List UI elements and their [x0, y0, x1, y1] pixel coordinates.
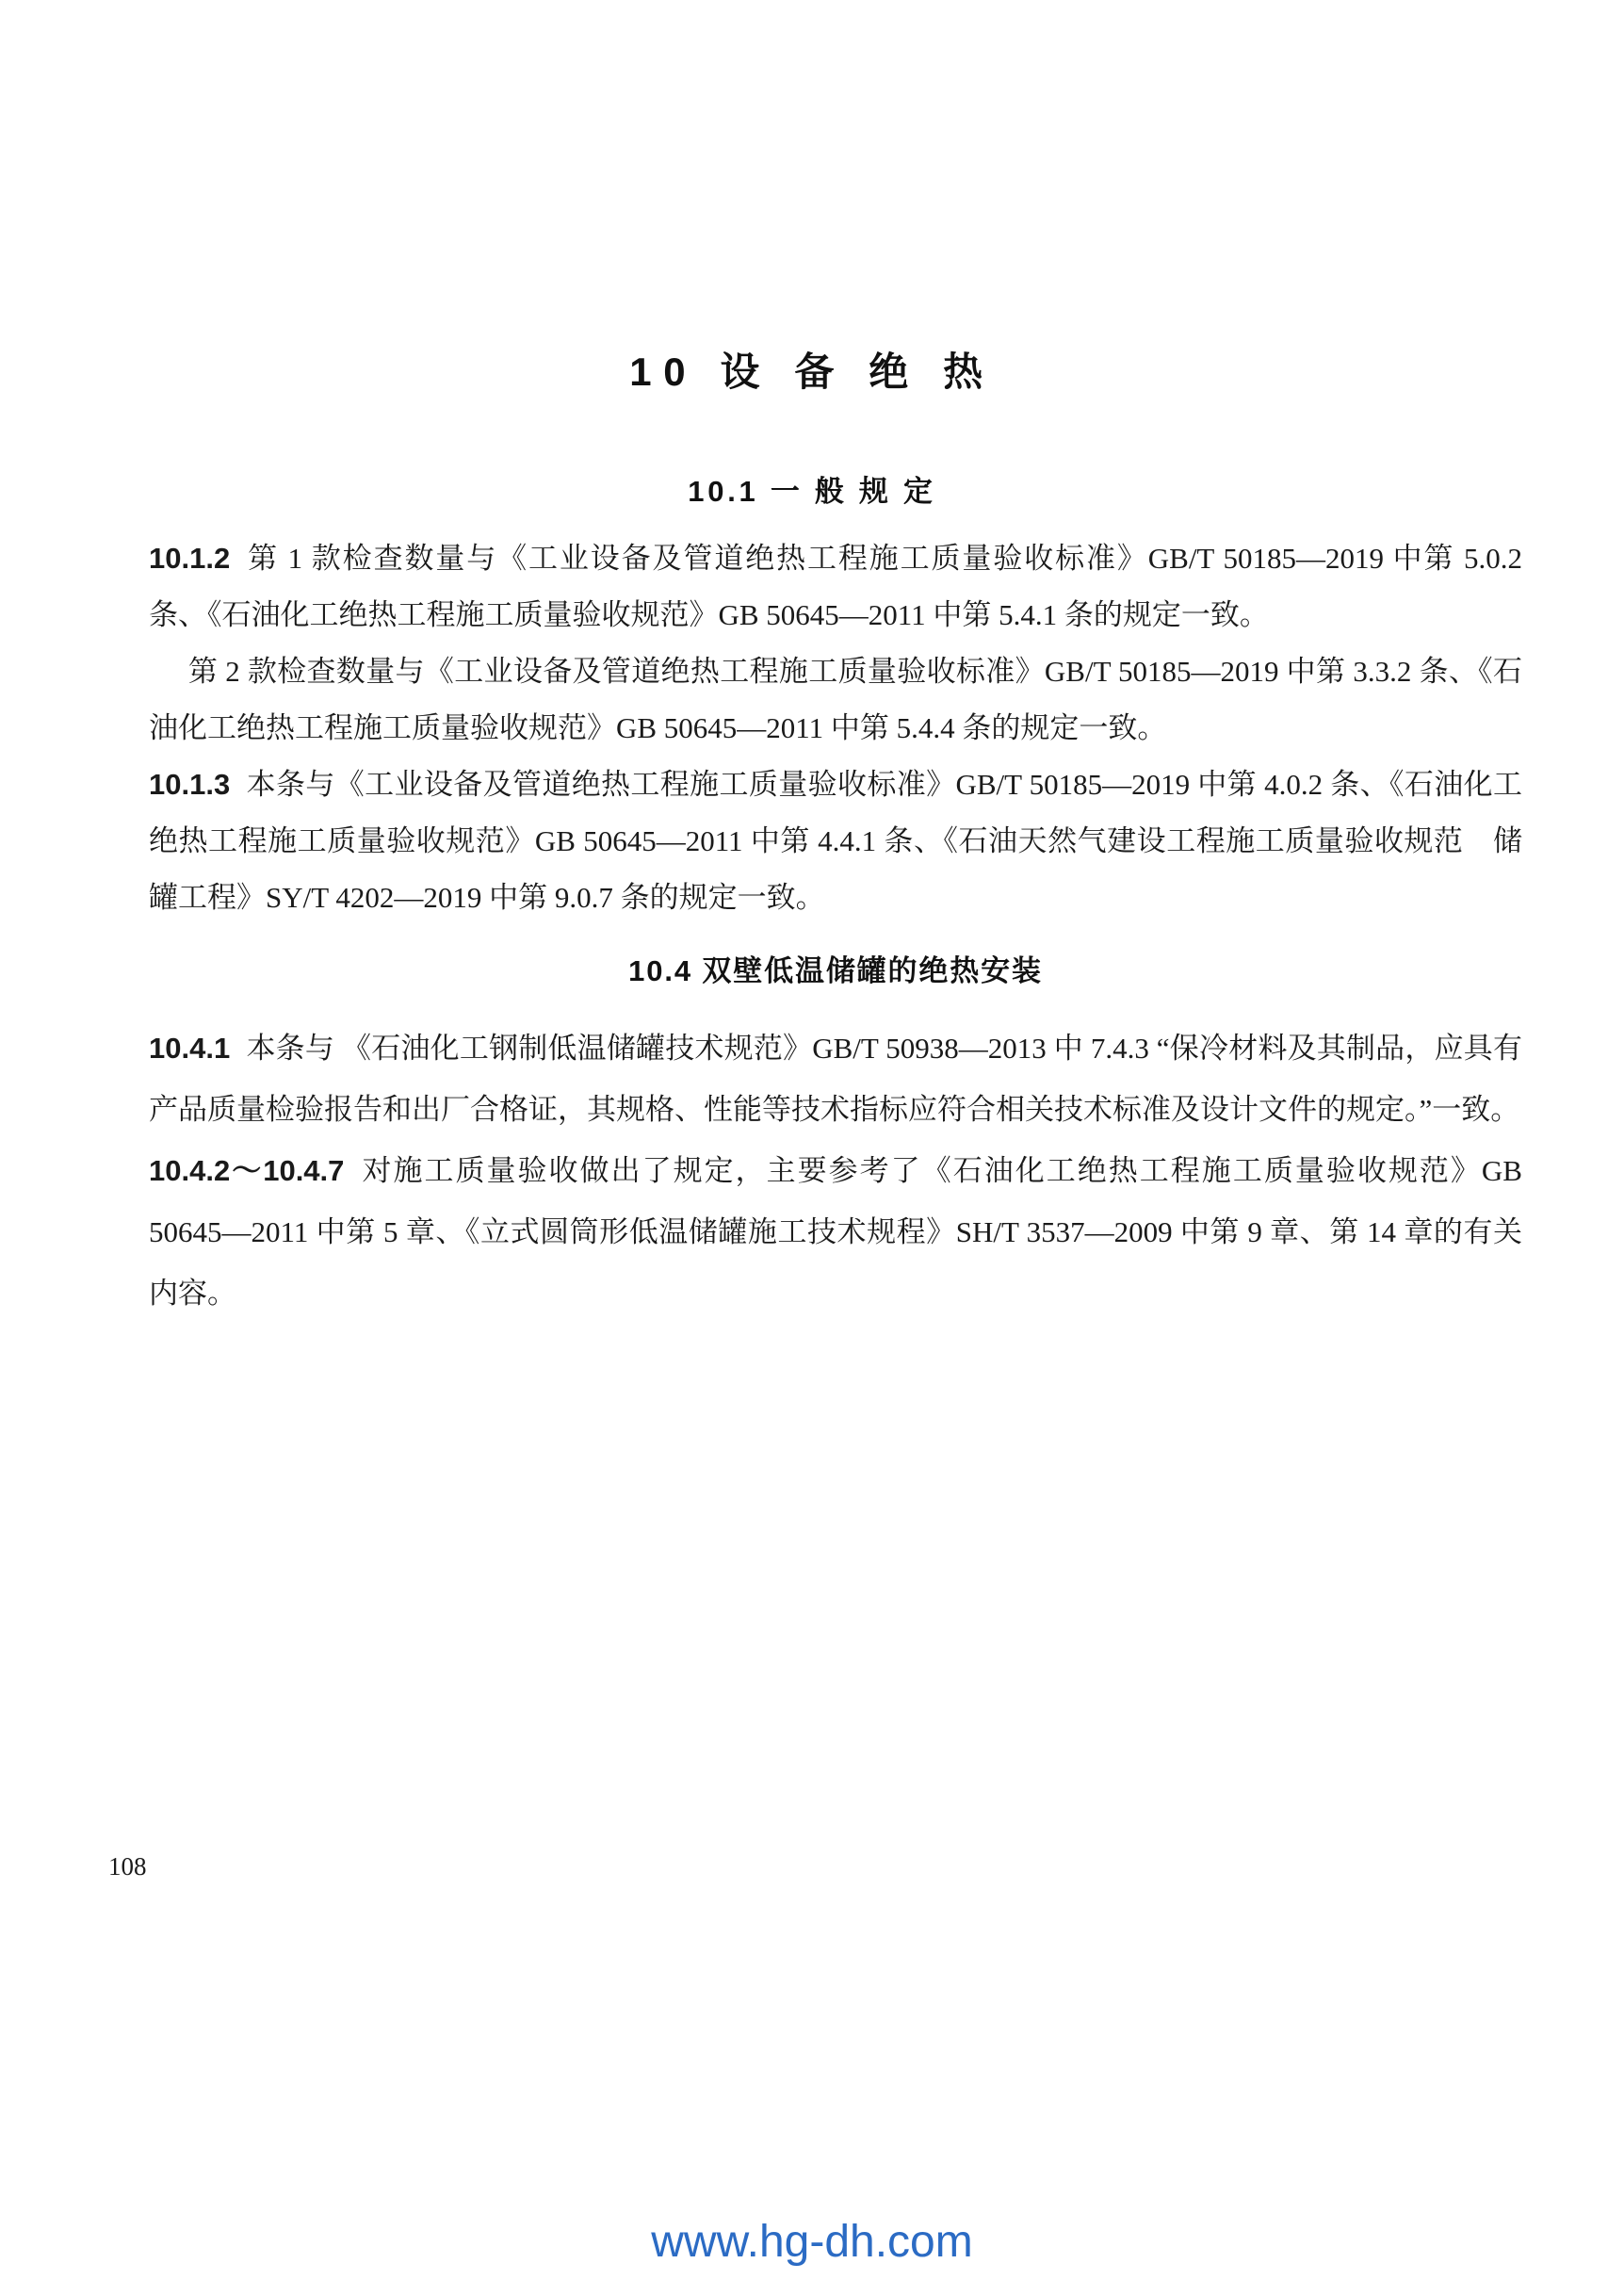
paragraph-text: 本条与 《石油化工钢制低温储罐技术规范》GB/T 50938—2013 中 7.4.3 “保冷材料及其制品，应具有产品质量检验报告和出厂合格证，其规格、性能等技术指标应符合相关技术标准及设计文件的规定。”一致。: [149, 1032, 1522, 1126]
document-body: [149, 530, 1522, 1324]
paragraph-10-1-3: [149, 757, 1522, 926]
clause-label: 10.4.1: [149, 1032, 231, 1065]
clause-label: 10.4.2～10.4.7: [149, 1154, 345, 1187]
clause-label: 10.1.3: [149, 768, 231, 801]
clause-label: 10.1.2: [149, 542, 231, 575]
chapter-title: 10 设 备 绝 热: [629, 350, 995, 394]
paragraph-text: 第 1 款检查数量与《工业设备及管道绝热工程施工质量验收标准》GB/T 50185—2019 中第 5.0.2 条、《石油化工绝热工程施工质量验收规范》GB 50645—2011 中第 5.4.1 条的规定一致。: [149, 542, 1522, 631]
section-10-1-block: [149, 530, 1522, 926]
paragraph-text: 本条与《工业设备及管道绝热工程施工质量验收标准》GB/T 50185—2019 中第 4.0.2 条、《石油化工绝热工程施工质量验收规范》GB 50645—2011 中第 4.4.1 条、《石油天然气建设工程施工质量验收规范 储罐工程》SY/T 4202—2019 中第 9.0.7 条的规定一致。: [149, 768, 1522, 914]
paragraph-10-4-2-to-10-4-7: [149, 1140, 1522, 1324]
footer-watermark-url: www.hg-dh.com: [651, 2217, 973, 2267]
page-number: 108: [108, 1852, 147, 1881]
paragraph-text: 第 2 款检查数量与《工业设备及管道绝热工程施工质量验收标准》GB/T 50185—2019 中第 3.3.2 条、《石油化工绝热工程施工质量验收规范》GB 50645—2011 中第 5.4.4 条的规定一致。: [149, 655, 1522, 744]
paragraph-10-1-2-part1: [149, 530, 1522, 643]
paragraph-10-4-1: [149, 1018, 1522, 1140]
paragraph-10-1-2-part2: [149, 643, 1522, 757]
section-title-10-4: 10.4 双壁低温储罐的绝热安装: [628, 954, 1043, 987]
paragraph-text: 对施工质量验收做出了规定，主要参考了《石油化工绝热工程施工质量验收规范》GB 50645—2011 中第 5 章、《立式圆筒形低温储罐施工技术规程》SH/T 3537—2009 中第 9 章、第 14 章的有关内容。: [149, 1154, 1522, 1310]
section-title-10-1: 10.1 一 般 规 定: [688, 475, 936, 508]
section-10-4-block: [149, 1018, 1522, 1324]
